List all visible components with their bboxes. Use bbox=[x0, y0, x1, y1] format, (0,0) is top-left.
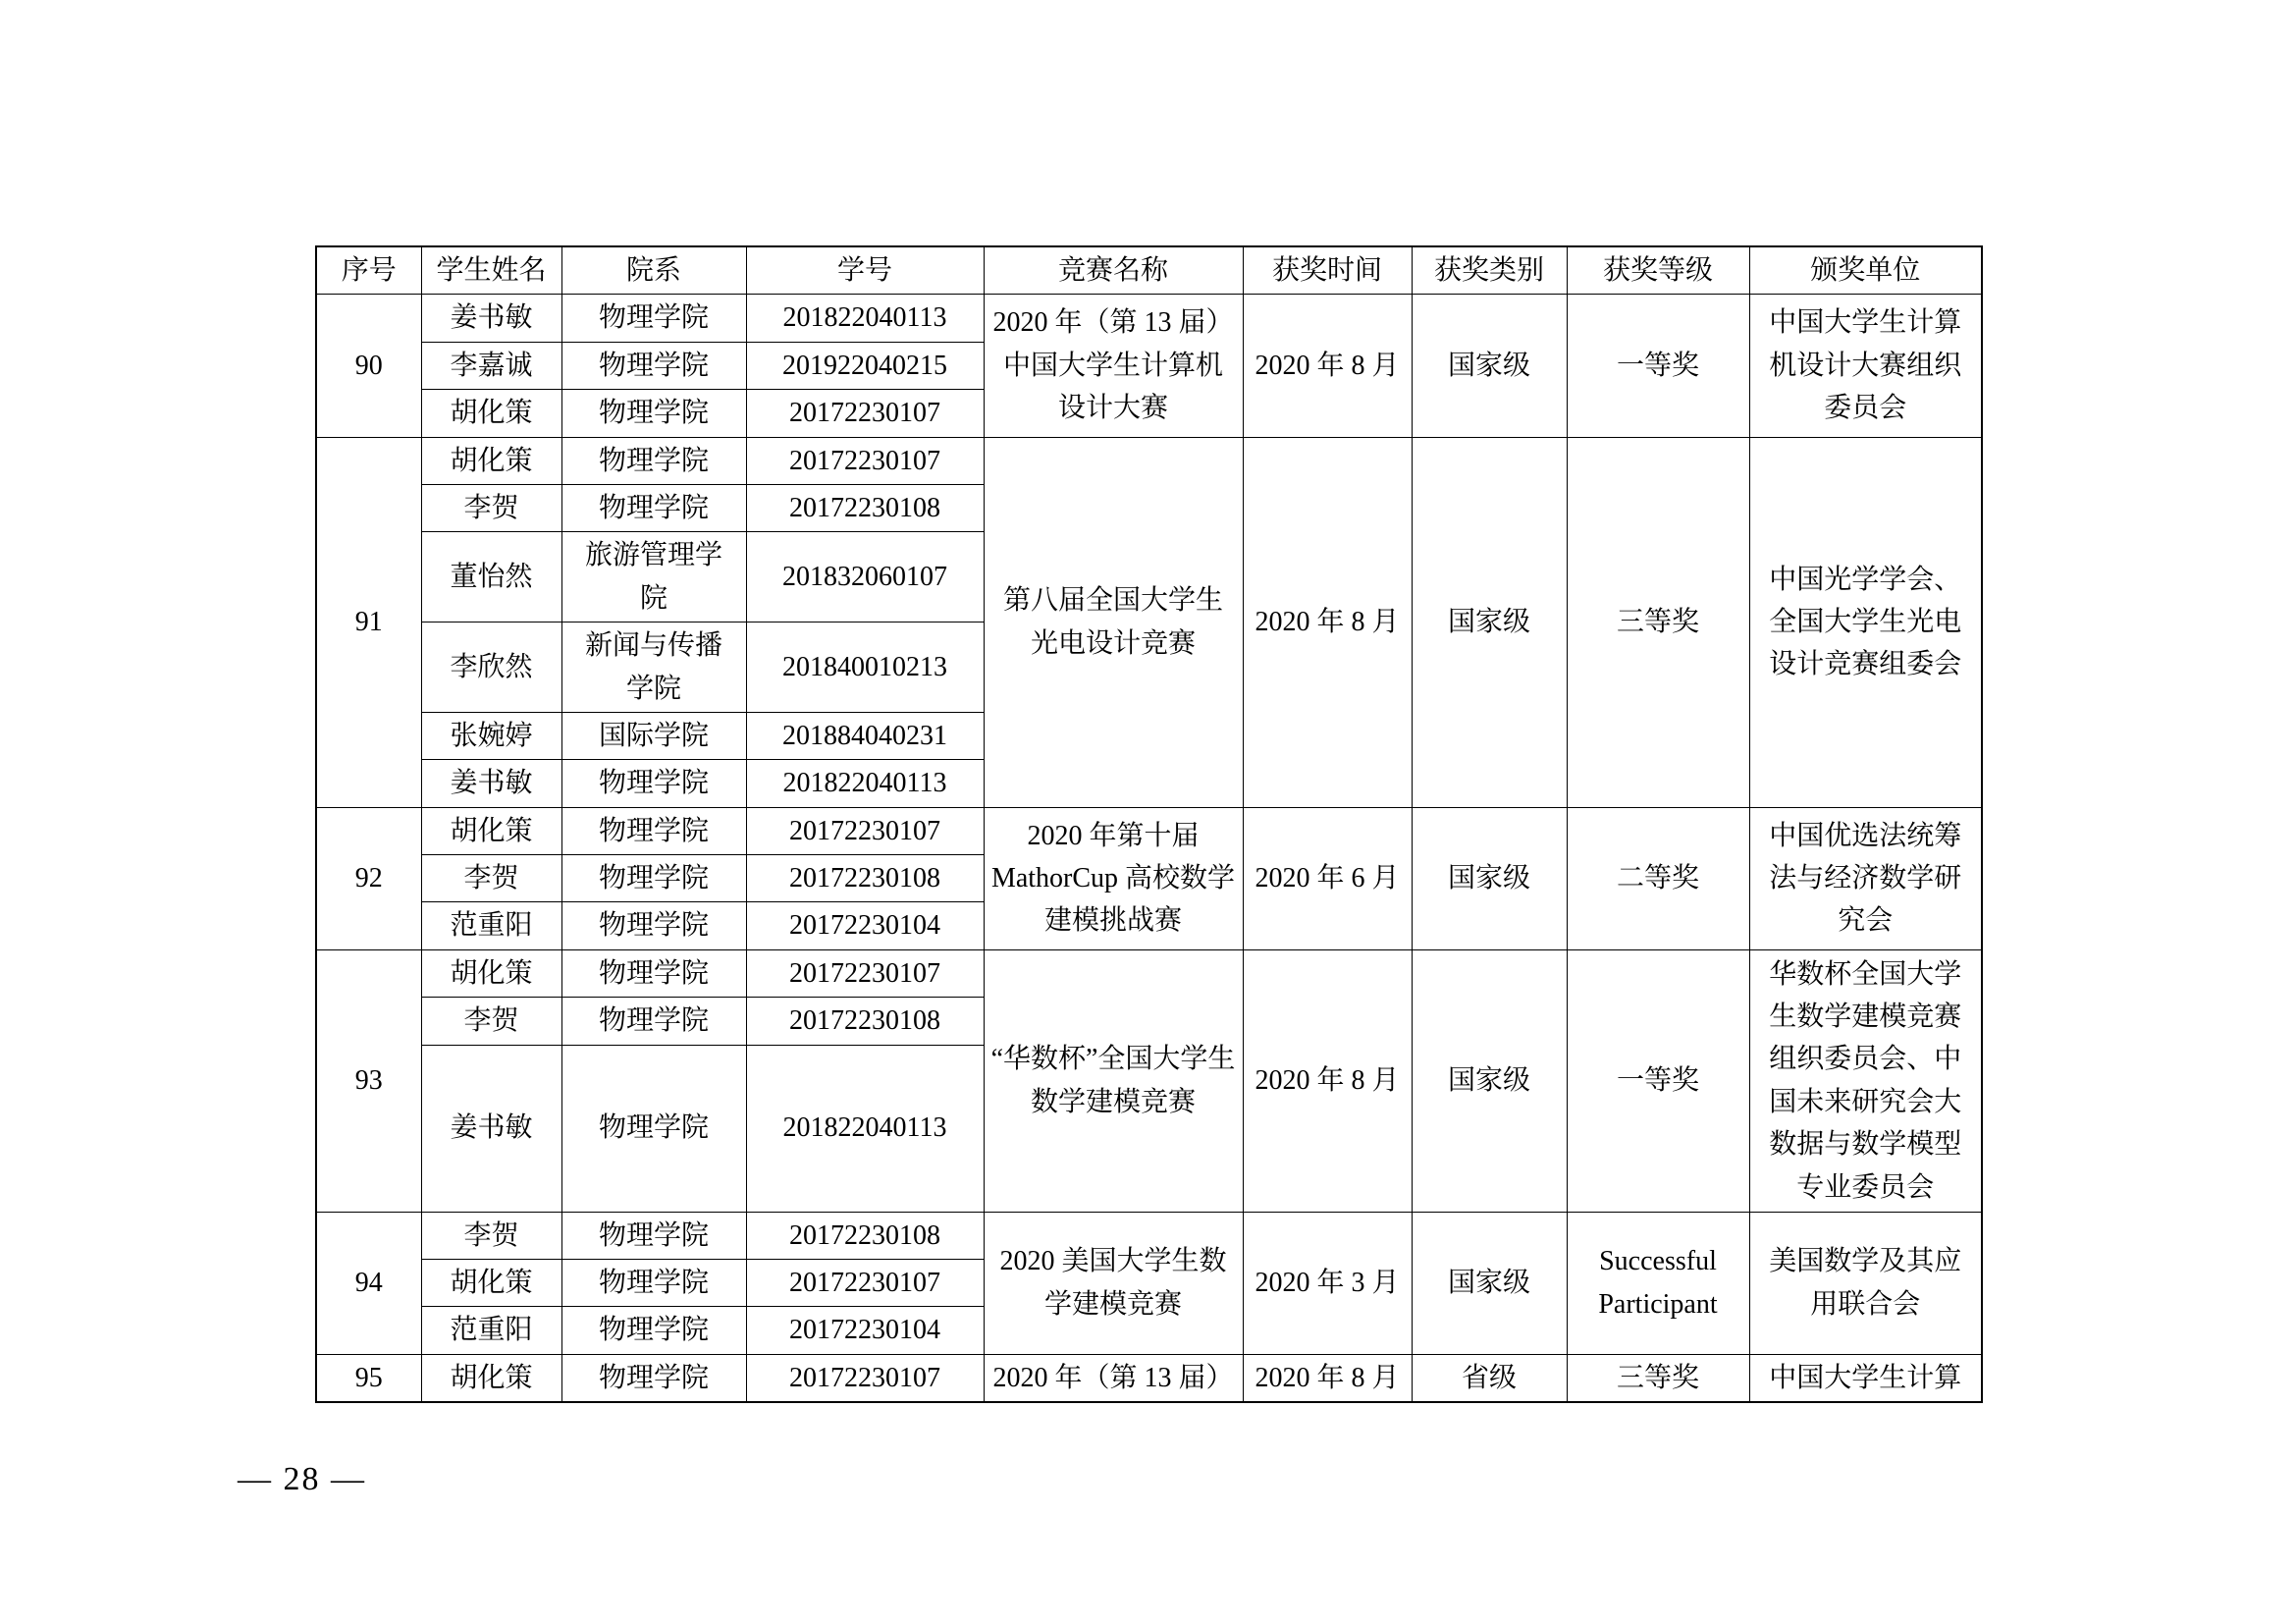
student-name-cell: 姜书敏 bbox=[421, 1045, 561, 1212]
row-number-cell: 95 bbox=[316, 1354, 421, 1402]
award-time-cell: 2020 年 8 月 bbox=[1243, 295, 1412, 437]
department-cell: 旅游管理学院 bbox=[561, 532, 746, 623]
table-row bbox=[316, 1212, 1982, 1259]
award-level-cell: 三等奖 bbox=[1567, 1354, 1749, 1402]
student-id-cell: 20172230104 bbox=[746, 1307, 984, 1354]
column-header: 学生姓名 bbox=[421, 246, 561, 295]
awarding-unit-cell: 美国数学及其应用联合会 bbox=[1749, 1212, 1982, 1354]
row-number-cell: 91 bbox=[316, 437, 421, 807]
award-level-cell: 一等奖 bbox=[1567, 949, 1749, 1212]
award-category-cell: 省级 bbox=[1412, 1354, 1567, 1402]
student-id-cell: 20172230104 bbox=[746, 902, 984, 949]
column-header: 获奖等级 bbox=[1567, 246, 1749, 295]
column-header: 颁奖单位 bbox=[1749, 246, 1982, 295]
student-id-cell: 201832060107 bbox=[746, 532, 984, 623]
department-cell: 物理学院 bbox=[561, 760, 746, 807]
competition-cell: “华数杯”全国大学生数学建模竞赛 bbox=[984, 949, 1243, 1212]
student-name-cell: 李嘉诚 bbox=[421, 342, 561, 389]
student-name-cell: 胡化策 bbox=[421, 390, 561, 437]
department-cell: 物理学院 bbox=[561, 1212, 746, 1259]
student-id-cell: 201822040113 bbox=[746, 295, 984, 342]
row-number-cell: 94 bbox=[316, 1212, 421, 1354]
department-cell: 物理学院 bbox=[561, 902, 746, 949]
student-id-cell: 20172230108 bbox=[746, 1212, 984, 1259]
department-cell: 物理学院 bbox=[561, 1354, 746, 1402]
page-number: — 28 — bbox=[238, 1461, 366, 1497]
department-cell: 物理学院 bbox=[561, 855, 746, 902]
table-header bbox=[316, 246, 1982, 295]
award-level-cell: Successful Participant bbox=[1567, 1212, 1749, 1354]
award-level-cell: 三等奖 bbox=[1567, 437, 1749, 807]
award-time-cell: 2020 年 8 月 bbox=[1243, 437, 1412, 807]
department-cell: 物理学院 bbox=[561, 484, 746, 531]
student-id-cell: 20172230108 bbox=[746, 855, 984, 902]
department-cell: 物理学院 bbox=[561, 1307, 746, 1354]
student-name-cell: 范重阳 bbox=[421, 1307, 561, 1354]
awards-table bbox=[315, 245, 1983, 1403]
award-category-cell: 国家级 bbox=[1412, 1212, 1567, 1354]
student-name-cell: 张婉婷 bbox=[421, 712, 561, 759]
awarding-unit-cell: 中国优选法统筹法与经济数学研究会 bbox=[1749, 807, 1982, 949]
award-level-cell: 一等奖 bbox=[1567, 295, 1749, 437]
department-cell: 物理学院 bbox=[561, 807, 746, 854]
competition-cell: 2020 年第十届 MathorCup 高校数学建模挑战赛 bbox=[984, 807, 1243, 949]
student-name-cell: 李贺 bbox=[421, 998, 561, 1045]
table-row bbox=[316, 437, 1982, 484]
student-id-cell: 20172230107 bbox=[746, 949, 984, 997]
row-number-cell: 93 bbox=[316, 949, 421, 1212]
student-id-cell: 201840010213 bbox=[746, 623, 984, 713]
student-name-cell: 李贺 bbox=[421, 484, 561, 531]
award-category-cell: 国家级 bbox=[1412, 807, 1567, 949]
table-body bbox=[316, 295, 1982, 1402]
student-name-cell: 范重阳 bbox=[421, 902, 561, 949]
student-name-cell: 胡化策 bbox=[421, 437, 561, 484]
department-cell: 物理学院 bbox=[561, 437, 746, 484]
student-name-cell: 胡化策 bbox=[421, 1260, 561, 1307]
row-number-cell: 92 bbox=[316, 807, 421, 949]
table-row bbox=[316, 949, 1982, 997]
award-category-cell: 国家级 bbox=[1412, 437, 1567, 807]
award-time-cell: 2020 年 8 月 bbox=[1243, 1354, 1412, 1402]
student-id-cell: 201822040113 bbox=[746, 1045, 984, 1212]
table-row bbox=[316, 807, 1982, 854]
student-id-cell: 201922040215 bbox=[746, 342, 984, 389]
column-header: 序号 bbox=[316, 246, 421, 295]
student-id-cell: 20172230108 bbox=[746, 484, 984, 531]
department-cell: 物理学院 bbox=[561, 390, 746, 437]
column-header: 学号 bbox=[746, 246, 984, 295]
student-id-cell: 20172230107 bbox=[746, 1260, 984, 1307]
department-cell: 物理学院 bbox=[561, 998, 746, 1045]
header-row bbox=[316, 246, 1982, 295]
student-name-cell: 李贺 bbox=[421, 1212, 561, 1259]
student-name-cell: 胡化策 bbox=[421, 1354, 561, 1402]
table-row bbox=[316, 295, 1982, 342]
department-cell: 物理学院 bbox=[561, 1260, 746, 1307]
award-time-cell: 2020 年 6 月 bbox=[1243, 807, 1412, 949]
department-cell: 物理学院 bbox=[561, 949, 746, 997]
award-level-cell: 二等奖 bbox=[1567, 807, 1749, 949]
student-id-cell: 20172230107 bbox=[746, 437, 984, 484]
column-header: 竞赛名称 bbox=[984, 246, 1243, 295]
student-id-cell: 20172230107 bbox=[746, 807, 984, 854]
student-id-cell: 201822040113 bbox=[746, 760, 984, 807]
student-name-cell: 李贺 bbox=[421, 855, 561, 902]
student-name-cell: 胡化策 bbox=[421, 807, 561, 854]
department-cell: 物理学院 bbox=[561, 342, 746, 389]
student-name-cell: 董怡然 bbox=[421, 532, 561, 623]
department-cell: 新闻与传播学院 bbox=[561, 623, 746, 713]
student-id-cell: 20172230107 bbox=[746, 1354, 984, 1402]
department-cell: 物理学院 bbox=[561, 1045, 746, 1212]
awarding-unit-cell: 华数杯全国大学生数学建模竞赛组织委员会、中国未来研究会大数据与数学模型专业委员会 bbox=[1749, 949, 1982, 1212]
award-category-cell: 国家级 bbox=[1412, 949, 1567, 1212]
competition-cell: 2020 年（第 13 届） bbox=[984, 1354, 1243, 1402]
competition-cell: 2020 年（第 13 届）中国大学生计算机设计大赛 bbox=[984, 295, 1243, 437]
column-header: 获奖时间 bbox=[1243, 246, 1412, 295]
student-id-cell: 20172230108 bbox=[746, 998, 984, 1045]
award-category-cell: 国家级 bbox=[1412, 295, 1567, 437]
department-cell: 国际学院 bbox=[561, 712, 746, 759]
student-name-cell: 姜书敏 bbox=[421, 295, 561, 342]
competition-cell: 2020 美国大学生数学建模竞赛 bbox=[984, 1212, 1243, 1354]
student-id-cell: 201884040231 bbox=[746, 712, 984, 759]
award-time-cell: 2020 年 8 月 bbox=[1243, 949, 1412, 1212]
awarding-unit-cell: 中国光学学会、全国大学生光电设计竞赛组委会 bbox=[1749, 437, 1982, 807]
student-name-cell: 胡化策 bbox=[421, 949, 561, 997]
table-row bbox=[316, 1354, 1982, 1402]
award-time-cell: 2020 年 3 月 bbox=[1243, 1212, 1412, 1354]
competition-cell: 第八届全国大学生光电设计竞赛 bbox=[984, 437, 1243, 807]
column-header: 院系 bbox=[561, 246, 746, 295]
column-header: 获奖类别 bbox=[1412, 246, 1567, 295]
student-id-cell: 20172230107 bbox=[746, 390, 984, 437]
awarding-unit-cell: 中国大学生计算 bbox=[1749, 1354, 1982, 1402]
student-name-cell: 李欣然 bbox=[421, 623, 561, 713]
student-name-cell: 姜书敏 bbox=[421, 760, 561, 807]
awarding-unit-cell: 中国大学生计算机设计大赛组织委员会 bbox=[1749, 295, 1982, 437]
department-cell: 物理学院 bbox=[561, 295, 746, 342]
row-number-cell: 90 bbox=[316, 295, 421, 437]
